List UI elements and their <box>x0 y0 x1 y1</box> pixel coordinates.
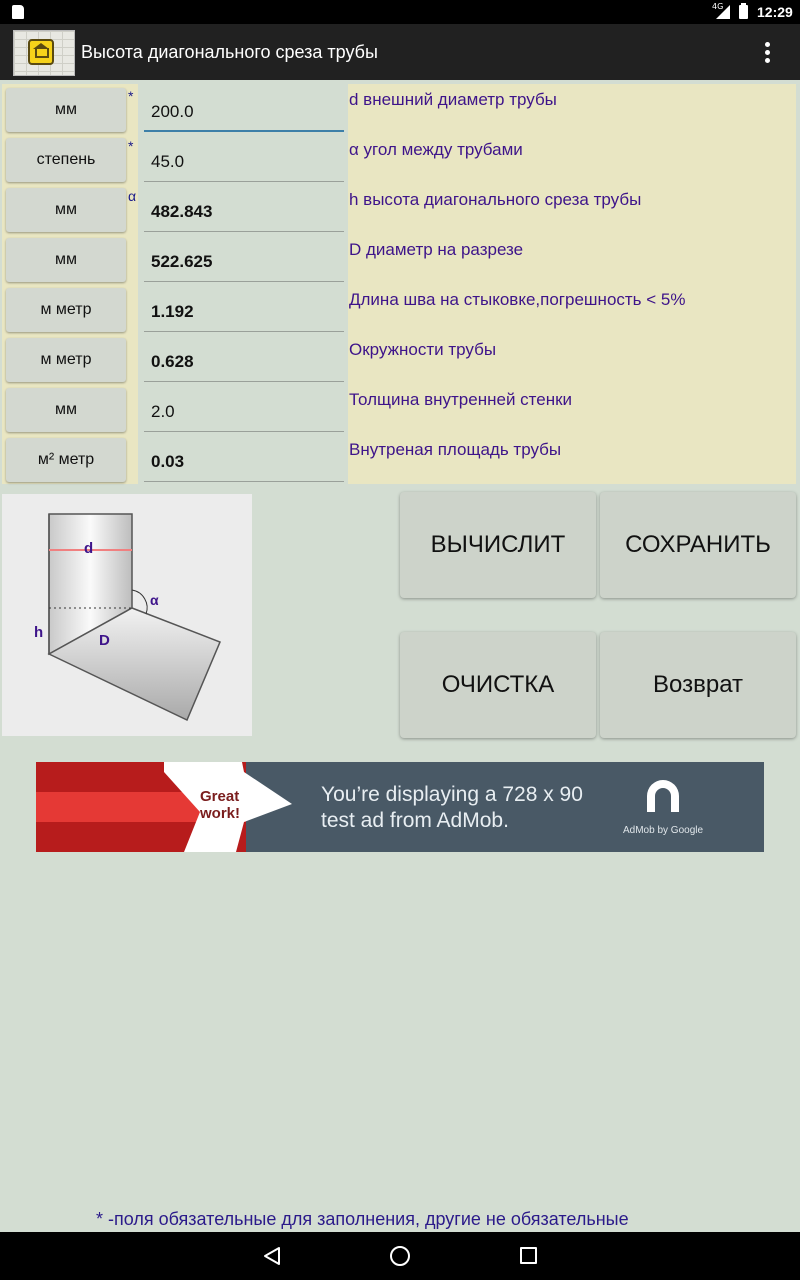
field-description: Длина шва на стыковке,погрешность < 5% <box>349 290 686 309</box>
diagram-label-alpha: α <box>150 592 159 608</box>
admob-logo-icon <box>643 776 687 816</box>
outer-diameter-input[interactable]: 200.0 <box>144 90 344 132</box>
form-row-circumference <box>0 336 800 386</box>
overflow-menu-icon[interactable] <box>760 40 776 64</box>
clock: 12:29 <box>757 4 793 20</box>
clear-button[interactable]: ОЧИСТКА <box>400 632 596 738</box>
form-row-inner-area <box>0 436 800 486</box>
network-type: 4G <box>712 2 724 11</box>
required-mark: * <box>128 88 134 104</box>
diagram-label-h: h <box>34 624 44 641</box>
ad-banner[interactable] <box>36 762 764 852</box>
signal-icon <box>716 5 730 19</box>
field-description: Окружности трубы <box>349 340 497 359</box>
diagram-label-D: D <box>99 632 110 649</box>
navigation-bar <box>0 1232 800 1280</box>
unit-button[interactable]: м метр <box>6 338 126 382</box>
required-fields-note: * -поля обязательные для заполнения, другие не обязательные <box>96 1209 629 1229</box>
unit-button[interactable]: м² метр <box>6 438 126 482</box>
nav-back-icon[interactable] <box>263 1246 281 1266</box>
ad-message: You’re displaying a 728 x 90 test ad from AdMob. <box>321 783 583 832</box>
unit-button[interactable]: мм <box>6 238 126 282</box>
field-description: Внутреная площадь трубы <box>349 440 562 459</box>
field-description: h высота диагонального среза трубы <box>349 190 642 209</box>
nav-recents-icon[interactable] <box>520 1247 537 1264</box>
sd-card-icon <box>12 5 24 19</box>
alpha-mark: α <box>128 188 137 204</box>
required-mark: * <box>128 138 134 154</box>
save-button[interactable]: СОХРАНИТЬ <box>600 492 796 598</box>
unit-button[interactable]: м метр <box>6 288 126 332</box>
page-title: Высота диагонального среза трубы <box>81 42 378 62</box>
pipe-diagram <box>2 494 252 736</box>
status-bar <box>0 0 800 24</box>
app-bar <box>0 24 800 80</box>
form-row-angle <box>0 136 800 186</box>
unit-button[interactable]: мм <box>6 88 126 132</box>
cut-height-output[interactable]: 482.843 <box>144 190 344 232</box>
angle-input[interactable]: 45.0 <box>144 140 344 182</box>
unit-button[interactable]: мм <box>6 388 126 432</box>
ad-badge-text: Great work! <box>200 788 241 822</box>
admob-brand-label: AdMob by Google <box>623 825 704 836</box>
field-description: d внешний диаметр трубы <box>349 90 557 109</box>
field-description: Толщина внутренней стенки <box>349 390 573 409</box>
inner-area-output[interactable]: 0.03 <box>144 440 344 482</box>
back-button[interactable]: Возврат <box>600 632 796 738</box>
nav-home-icon[interactable] <box>390 1246 410 1266</box>
seam-length-output[interactable]: 1.192 <box>144 290 344 332</box>
field-description: α угол между трубами <box>349 140 523 159</box>
pipe-elbow-illustration <box>2 494 252 736</box>
form-row-seam-length <box>0 286 800 336</box>
calculate-button[interactable]: ВЫЧИСЛИТ <box>400 492 596 598</box>
wall-thickness-input[interactable]: 2.0 <box>144 390 344 432</box>
diagram-label-d: d <box>84 540 94 557</box>
circumference-output[interactable]: 0.628 <box>144 340 344 382</box>
form-row-outer-diameter <box>0 86 800 136</box>
form-row-section-diameter <box>0 236 800 286</box>
form-row-wall-thickness <box>0 386 800 436</box>
section-diameter-output[interactable]: 522.625 <box>144 240 344 282</box>
unit-button[interactable]: степень <box>6 138 126 182</box>
app-logo-icon[interactable] <box>13 30 75 76</box>
battery-icon <box>739 5 748 19</box>
form-row-cut-height <box>0 186 800 236</box>
unit-button[interactable]: мм <box>6 188 126 232</box>
field-description: D диаметр на разрезе <box>349 240 524 259</box>
